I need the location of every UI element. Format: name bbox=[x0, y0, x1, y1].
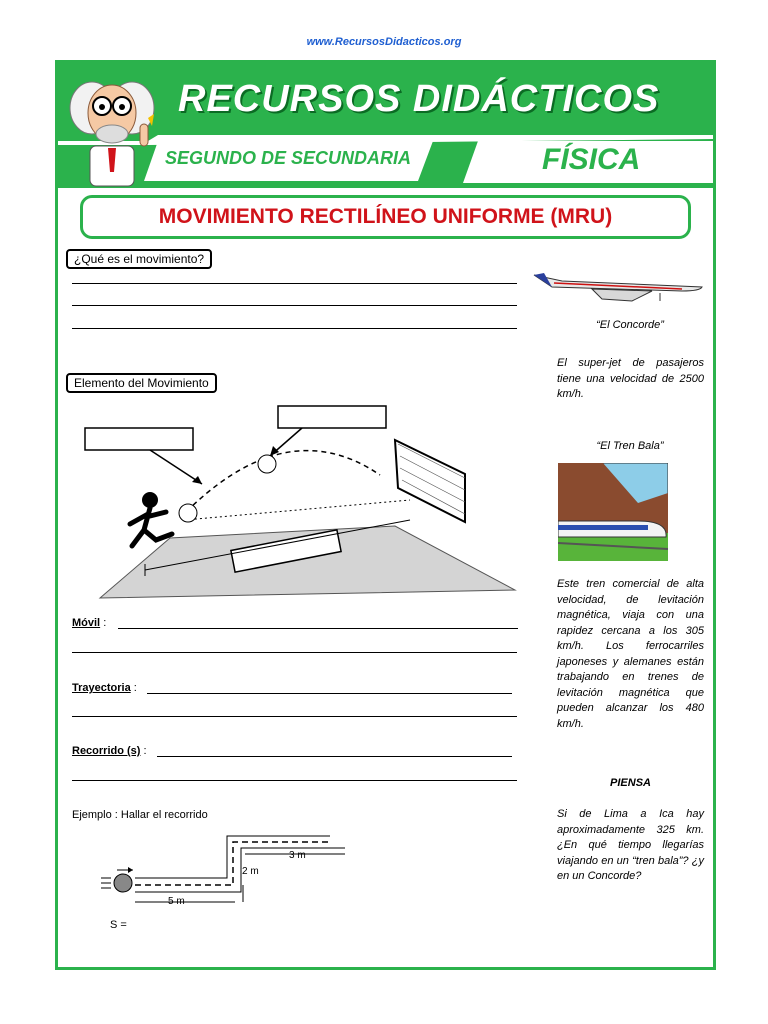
topic-title: MOVIMIENTO RECTILÍNEO UNIFORME (MRU) bbox=[158, 205, 613, 228]
blank-box bbox=[85, 428, 193, 450]
answer-line bbox=[118, 628, 518, 629]
answer-line bbox=[72, 716, 517, 717]
think-text: Si de Lima a Ica hay aproximadamente 325 km. ¿En qué tiempo llegarías viajando en un “tren bala”? ¿y en un Concorde? bbox=[557, 808, 704, 882]
answer-line bbox=[72, 652, 517, 653]
distance-5m: 5 m bbox=[168, 896, 185, 907]
train-caption: “El Tren Bala” bbox=[596, 440, 664, 452]
header-grade: SEGUNDO DE SECUNDARIA bbox=[165, 148, 412, 168]
movil-row: Móvil : bbox=[72, 617, 107, 629]
concorde-plane-icon bbox=[532, 265, 704, 310]
motion-diagram bbox=[80, 400, 520, 605]
concorde-caption: “El Concorde” bbox=[596, 319, 664, 331]
recorrido-label: Recorrido (s) bbox=[72, 745, 141, 757]
elements-label: Elemento del Movimiento bbox=[66, 373, 217, 393]
distance-3m: 3 m bbox=[289, 850, 306, 861]
professor-mascot-icon bbox=[62, 68, 162, 188]
recorrido-row: Recorrido (s) : bbox=[72, 745, 147, 757]
answer-line bbox=[147, 693, 512, 694]
bullet-train-image bbox=[558, 463, 668, 561]
answer-line bbox=[157, 756, 512, 757]
blank-box bbox=[278, 406, 386, 428]
header-subject: FÍSICA bbox=[542, 143, 641, 176]
topic-box bbox=[80, 195, 691, 239]
train-text: Este tren comercial de alta velocidad, de levitación magnética, viaja con una rapidez cercana a los 305 km/h. Los ferrocarriles japoneses y alemanes están trabajando en trenes de levitación magnética que pueden alcanzar los 480 km/h. bbox=[557, 578, 704, 730]
think-title: PIENSA bbox=[610, 777, 651, 789]
concorde-text: El super-jet de pasajeros tiene una velocidad de 2500 km/h. bbox=[557, 357, 704, 400]
distance-2m: 2 m bbox=[242, 866, 259, 877]
answer-line bbox=[72, 283, 517, 284]
header-title: RECURSOS DIDÁCTICOS bbox=[178, 78, 660, 120]
answer-s: S = bbox=[110, 919, 127, 931]
question-label: ¿Qué es el movimiento? bbox=[66, 249, 212, 269]
example-diagram bbox=[95, 830, 355, 910]
movil-label: Móvil bbox=[72, 617, 101, 629]
example-text: Ejemplo : Hallar el recorrido bbox=[72, 809, 208, 821]
site-url[interactable]: www.RecursosDidacticos.org bbox=[306, 36, 462, 48]
trayectoria-row: Trayectoria : bbox=[72, 682, 137, 694]
trayectoria-label: Trayectoria bbox=[72, 682, 131, 694]
answer-line bbox=[72, 780, 517, 781]
answer-line bbox=[72, 305, 517, 306]
answer-line bbox=[72, 328, 517, 329]
